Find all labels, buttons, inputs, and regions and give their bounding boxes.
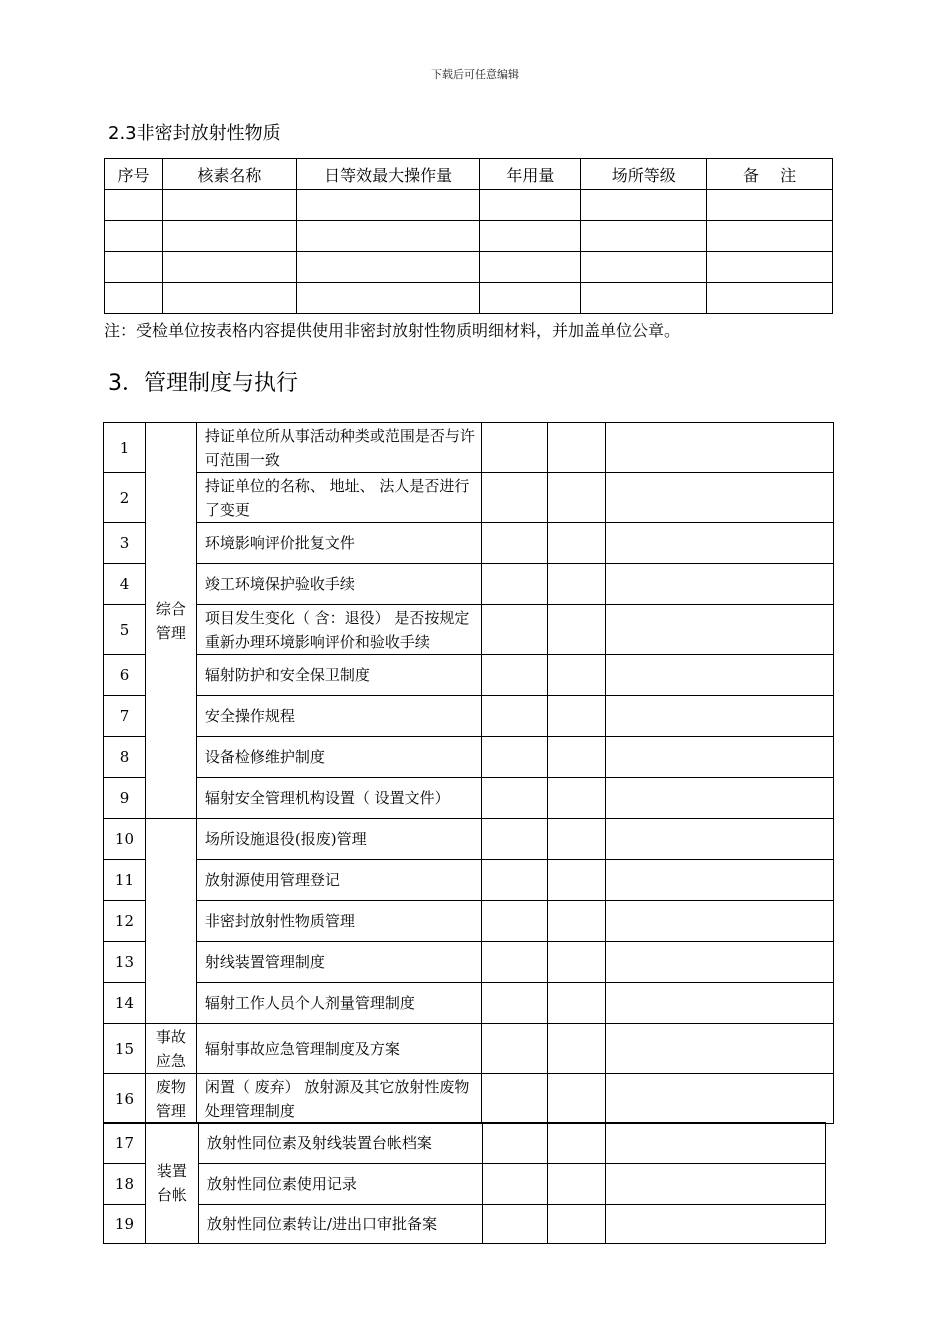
table-row (104, 819, 834, 860)
empty-cell (606, 778, 834, 819)
row-number: 7 (104, 696, 146, 737)
check-item: 放射源使用管理登记 (196, 860, 481, 901)
row-number: 18 (104, 1164, 146, 1205)
empty-cell (606, 860, 834, 901)
empty-cell (606, 819, 834, 860)
table-row (104, 737, 834, 778)
row-number: 10 (104, 819, 146, 860)
empty-cell (548, 696, 606, 737)
category-blank (145, 819, 196, 1024)
check-item: 场所设施退役(报废)管理 (196, 819, 481, 860)
row-number: 5 (104, 605, 146, 655)
row-number: 6 (104, 655, 146, 696)
table-row (104, 523, 834, 564)
check-item: 放射性同位素转让/进出口审批备案 (198, 1205, 482, 1244)
empty-cell (481, 473, 548, 523)
table-row (104, 983, 834, 1024)
check-item: 非密封放射性物质管理 (196, 901, 481, 942)
table-row (105, 283, 833, 314)
empty-cell (606, 605, 834, 655)
empty-cell (548, 778, 606, 819)
check-item: 持证单位所从事活动种类或范围是否与许可范围一致 (196, 423, 481, 473)
empty-cell (481, 605, 548, 655)
empty-cell (548, 473, 606, 523)
table-row (104, 860, 834, 901)
section-3-title: 3．管理制度与执行 (108, 371, 298, 396)
empty-cell (481, 778, 548, 819)
empty-cell (481, 696, 548, 737)
empty-cell (606, 564, 834, 605)
check-item: 辐射安全管理机构设置（ 设置文件） (196, 778, 481, 819)
row-number: 13 (104, 942, 146, 983)
table-row (104, 696, 834, 737)
col-header-index: 序号 (105, 159, 163, 190)
empty-cell (548, 605, 606, 655)
empty-cell (606, 983, 834, 1024)
table-row (104, 655, 834, 696)
empty-cell (548, 655, 606, 696)
check-item: 辐射防护和安全保卫制度 (196, 655, 481, 696)
table-row (104, 778, 834, 819)
table-row (104, 901, 834, 942)
table-row (104, 1164, 826, 1205)
category-general: 综合 管理 (145, 423, 196, 819)
category-waste: 废物 管理 (145, 1074, 196, 1124)
table-row (104, 1074, 834, 1124)
check-item: 闲置（ 废弃） 放射源及其它放射性废物处理管理制度 (196, 1074, 481, 1124)
col-header-site-level: 场所等级 (581, 159, 707, 190)
empty-cell (606, 737, 834, 778)
category-ledger: 装置 台帐 (145, 1123, 198, 1244)
empty-cell (548, 564, 606, 605)
empty-cell (606, 696, 834, 737)
empty-cell (606, 523, 834, 564)
row-number: 3 (104, 523, 146, 564)
table-row (104, 1205, 826, 1244)
empty-cell (606, 1164, 826, 1205)
empty-cell (481, 860, 548, 901)
row-number: 9 (104, 778, 146, 819)
empty-cell (482, 1164, 548, 1205)
row-number: 2 (104, 473, 146, 523)
empty-cell (481, 1024, 548, 1074)
row-number: 4 (104, 564, 146, 605)
row-number: 17 (104, 1123, 146, 1164)
ledger-table (103, 1122, 826, 1244)
empty-cell (481, 901, 548, 942)
row-number: 11 (104, 860, 146, 901)
empty-cell (548, 1123, 606, 1164)
check-item: 辐射工作人员个人剂量管理制度 (196, 983, 481, 1024)
table-row (104, 423, 834, 473)
col-header-annual: 年用量 (480, 159, 581, 190)
empty-cell (481, 564, 548, 605)
table-row (105, 190, 833, 221)
empty-cell (481, 737, 548, 778)
empty-cell (606, 1024, 834, 1074)
empty-cell (606, 423, 834, 473)
check-item: 持证单位的名称、 地址、 法人是否进行了变更 (196, 473, 481, 523)
check-item: 放射性同位素使用记录 (198, 1164, 482, 1205)
table-row (104, 564, 834, 605)
empty-cell (548, 942, 606, 983)
empty-cell (548, 860, 606, 901)
check-item: 设备检修维护制度 (196, 737, 481, 778)
check-item: 项目发生变化（ 含：退役） 是否按规定重新办理环境影响评价和验收手续 (196, 605, 481, 655)
management-table (103, 422, 834, 1124)
empty-cell (481, 1074, 548, 1124)
empty-cell (606, 1205, 826, 1244)
category-emergency: 事故 应急 (145, 1024, 196, 1074)
empty-cell (481, 655, 548, 696)
section-2-3-title: 2.3非密封放射性物质 (108, 123, 281, 144)
check-item: 放射性同位素及射线装置台帐档案 (198, 1123, 482, 1164)
page-header-note: 下载后可任意编辑 (431, 68, 519, 81)
row-number: 15 (104, 1024, 146, 1074)
empty-cell (548, 1024, 606, 1074)
empty-cell (548, 1164, 606, 1205)
check-item: 环境影响评价批复文件 (196, 523, 481, 564)
table-row (105, 252, 833, 283)
col-header-max-daily: 日等效最大操作量 (296, 159, 480, 190)
table-row (104, 1123, 826, 1164)
empty-cell (481, 983, 548, 1024)
col-header-remarks: 备 注 (707, 159, 833, 190)
empty-cell (606, 901, 834, 942)
check-item: 竣工环境保护验收手续 (196, 564, 481, 605)
table-row (104, 942, 834, 983)
check-item: 安全操作规程 (196, 696, 481, 737)
empty-cell (606, 942, 834, 983)
row-number: 16 (104, 1074, 146, 1124)
table-row (104, 1024, 834, 1074)
empty-cell (481, 942, 548, 983)
row-number: 14 (104, 983, 146, 1024)
table-row (105, 221, 833, 252)
empty-cell (548, 1074, 606, 1124)
unsealed-material-table (104, 158, 833, 314)
table-row (104, 473, 834, 523)
empty-cell (606, 1074, 834, 1124)
empty-cell (548, 737, 606, 778)
empty-cell (548, 423, 606, 473)
empty-cell (548, 523, 606, 564)
row-number: 8 (104, 737, 146, 778)
row-number: 12 (104, 901, 146, 942)
empty-cell (606, 655, 834, 696)
col-header-nuclide: 核素名称 (162, 159, 296, 190)
row-number: 19 (104, 1205, 146, 1244)
empty-cell (481, 819, 548, 860)
empty-cell (548, 901, 606, 942)
empty-cell (481, 523, 548, 564)
table-header-row (105, 159, 833, 190)
check-item: 射线装置管理制度 (196, 942, 481, 983)
empty-cell (548, 819, 606, 860)
check-item: 辐射事故应急管理制度及方案 (196, 1024, 481, 1074)
empty-cell (482, 1123, 548, 1164)
empty-cell (481, 423, 548, 473)
table-note: 注：受检单位按表格内容提供使用非密封放射性物质明细材料，并加盖单位公章。 (104, 321, 681, 340)
row-number: 1 (104, 423, 146, 473)
empty-cell (606, 473, 834, 523)
empty-cell (548, 1205, 606, 1244)
table-row (104, 605, 834, 655)
empty-cell (606, 1123, 826, 1164)
empty-cell (482, 1205, 548, 1244)
empty-cell (548, 983, 606, 1024)
